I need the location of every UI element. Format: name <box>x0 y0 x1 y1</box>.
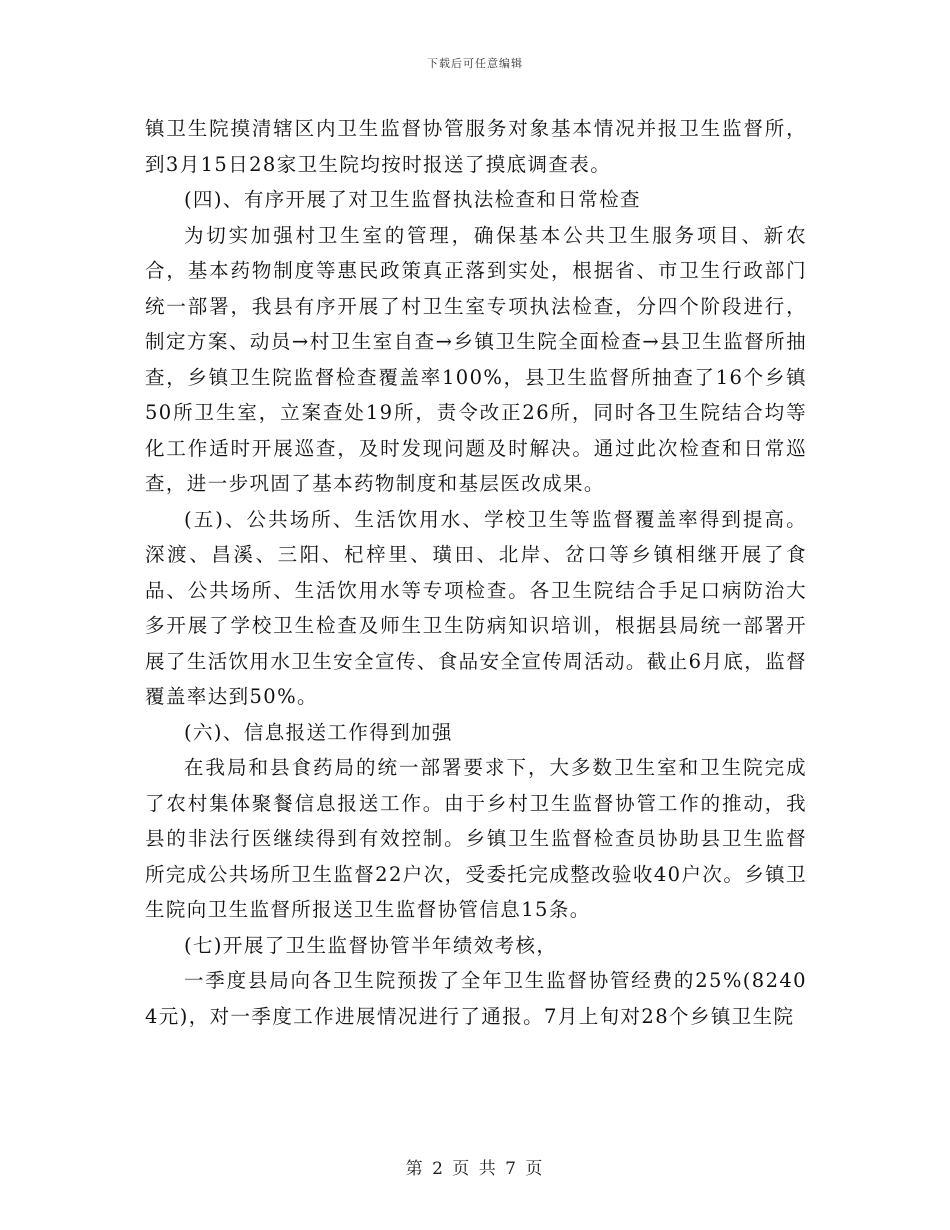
section-heading-4: (四)、有序开展了对卫生监督执法检查和日常检查 <box>184 188 641 211</box>
document-body <box>145 111 807 1034</box>
paragraph-assessment: 一季度县局向各卫生院预拨了全年卫生监督协管经费的25%(82404元)，对一季度工作进展情况进行了通报。7月上旬对28个乡镇卫生院 <box>145 969 807 1028</box>
paragraph-info-report: 在我局和县食药局的统一部署要求下，大多数卫生室和卫生院完成了农村集体聚餐信息报送工作。由于乡村卫生监督协管工作的推动，我县的非法行医继续得到有效控制。乡镇卫生监督检查员协助县卫生监督所完成公共场所卫生监督22户次，受委托完成整改验收40户次。乡镇卫生院向卫生监督所报送卫生监督协管信息15条。 <box>145 756 807 921</box>
section-heading-7: (七)开展了卫生监督协管半年绩效考核， <box>184 933 558 957</box>
page-header: 下载后可任意编辑 <box>427 57 523 70</box>
paragraph-1: 镇卫生院摸清辖区内卫生监督协管服务对象基本情况并报卫生监督所，到3月15日28家卫生院均按时报送了摸底调查表。 <box>145 117 807 176</box>
page-number: 第 2 页 共 7 页 <box>405 1159 545 1179</box>
section-heading-6: (六)、信息报送工作得到加强 <box>184 720 453 744</box>
section-heading-5: (五)、公共场所、生活饮用水、学校卫生等监督覆盖率得到提高。深渡、昌溪、三阳、杞梓里、璜田、北岸、岔口等乡镇相继开展了食品、公共场所、生活饮用水等专项检查。各卫生院结合手足口病防治大多开展了学校卫生检查及师生卫生防病知识培训，根据县局统一部署开展了生活饮用水卫生安全宣传、食品安全宣传周活动。截止6月底，监督覆盖率达到50%。 <box>145 507 807 708</box>
paragraph-inspection: 为切实加强村卫生室的管理，确保基本公共卫生服务项目、新农合，基本药物制度等惠民政策真正落到实处，根据省、市卫生行政部门统一部署，我县有序开展了村卫生室专项执法检查，分四个阶段进行，制定方案、动员→村卫生室自查→乡镇卫生院全面检查→县卫生监督所抽查，乡镇卫生院监督检查覆盖率100%，县卫生监督所抽查了16个乡镇50所卫生室，立案查处19所，责令改正26所，同时各卫生院结合均等化工作适时开展巡查，及时发现问题及时解决。通过此次检查和日常巡查，进一步巩固了基本药物制度和基层医改成果。 <box>145 223 807 495</box>
